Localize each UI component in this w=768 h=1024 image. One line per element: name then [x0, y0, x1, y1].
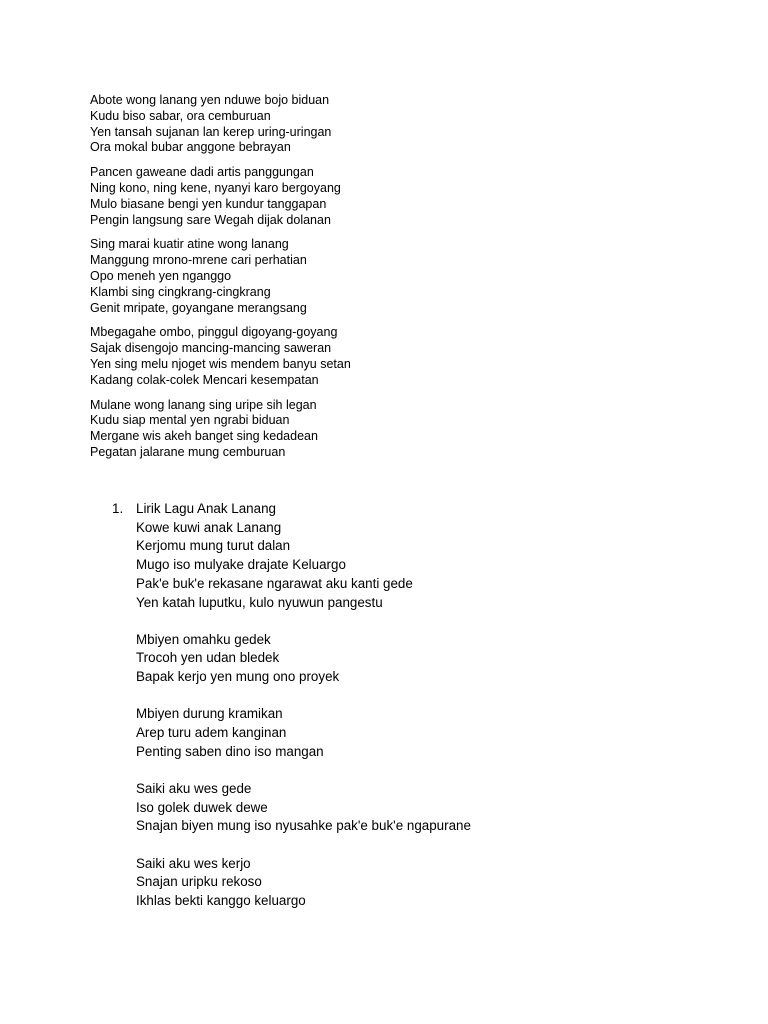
- lyric-line: Manggung mrono-mrene cari perhatian: [90, 253, 307, 268]
- lyric-line: Kudu siap mental yen ngrabi biduan: [90, 413, 290, 428]
- lyric-line: Mulo biasane bengi yen kundur tanggapan: [90, 196, 327, 211]
- lyric-line: Sing marai kuatir atine wong lanang: [90, 237, 289, 252]
- lyric-line: Yen sing melu njoget wis mendem banyu setan: [90, 356, 351, 371]
- song-line: Iso golek duwek dewe: [136, 799, 268, 815]
- list-item-song: [112, 500, 732, 911]
- stanza-1: [90, 93, 730, 156]
- song-title: Lirik Lagu Anak Lanang: [136, 501, 276, 516]
- lyric-line: Yen tansah sujanan lan kerep uring-uringan: [90, 124, 332, 139]
- song-line: Bapak kerjo yen mung ono proyek: [136, 669, 340, 685]
- song-line: Mbiyen omahku gedek: [136, 631, 271, 647]
- song-line: Ikhlas bekti kanggo keluargo: [136, 892, 306, 908]
- song-line: Penting saben dino iso mangan: [136, 743, 324, 759]
- lyric-line: Pengin langsung sare Wegah dijak dolanan: [90, 212, 331, 227]
- song-line: Yen katah luputku, kulo nyuwun pangestu: [136, 594, 383, 610]
- lyric-line: Opo meneh yen nganggo: [90, 268, 232, 283]
- song-line: Snajan biyen mung iso nyusahke pak'e buk'e ngapurane: [136, 818, 471, 834]
- song-stanza-2: [136, 631, 732, 687]
- lyric-line: Ora mokal bubar anggone bebrayan: [90, 140, 291, 155]
- lyric-line: Kadang colak-colek Mencari kesempatan: [90, 372, 319, 387]
- lyric-line: Mulane wong lanang sing uripe sih legan: [90, 397, 317, 412]
- lyric-line: Pancen gaweane dadi artis panggungan: [90, 165, 314, 180]
- lyric-line: Kudu biso sabar, ora cemburuan: [90, 108, 271, 123]
- stanza-3: [90, 237, 730, 316]
- numbered-list: [112, 500, 732, 929]
- stanza-4: [90, 325, 730, 388]
- list-number: 1.: [112, 501, 124, 516]
- song-line: Snajan uripku rekoso: [136, 874, 262, 890]
- song-line: Trocoh yen udan bledek: [136, 650, 280, 666]
- lyric-line: Pegatan jalarane mung cemburuan: [90, 444, 286, 459]
- song-line: Kerjomu mung turut dalan: [136, 538, 291, 554]
- song-line: Mugo iso mulyake drajate Keluargo: [136, 557, 346, 573]
- song-title-block: [136, 500, 732, 612]
- song-stanza-4: [136, 780, 732, 836]
- song-line: Mbiyen durung kramikan: [136, 706, 283, 722]
- lyric-line: Genit mripate, goyangane merangsang: [90, 300, 307, 315]
- lyric-line: Klambi sing cingkrang-cingkrang: [90, 284, 271, 299]
- lyric-line: Sajak disengojo mancing-mancing saweran: [90, 341, 332, 356]
- lyric-line: Ning kono, ning kene, nyanyi karo bergoyang: [90, 180, 341, 195]
- song-line: Pak'e buk'e rekasane ngarawat aku kanti gede: [136, 575, 413, 591]
- song-stanza-3: [136, 705, 732, 761]
- stanza-2: [90, 165, 730, 228]
- lyric-line: Mbegagahe ombo, pinggul digoyang-goyang: [90, 325, 338, 340]
- song-line: Saiki aku wes gede: [136, 780, 252, 796]
- lyric-line: Abote wong lanang yen nduwe bojo biduan: [90, 93, 330, 107]
- song-stanza-5: [136, 855, 732, 911]
- lyric-line: Mergane wis akeh banget sing kedadean: [90, 429, 318, 444]
- song-line: Arep turu adem kanginan: [136, 725, 287, 741]
- top-lyrics: [90, 93, 730, 470]
- song-line: Saiki aku wes kerjo: [136, 855, 251, 871]
- stanza-5: [90, 398, 730, 461]
- song-line: Kowe kuwi anak Lanang: [136, 519, 282, 535]
